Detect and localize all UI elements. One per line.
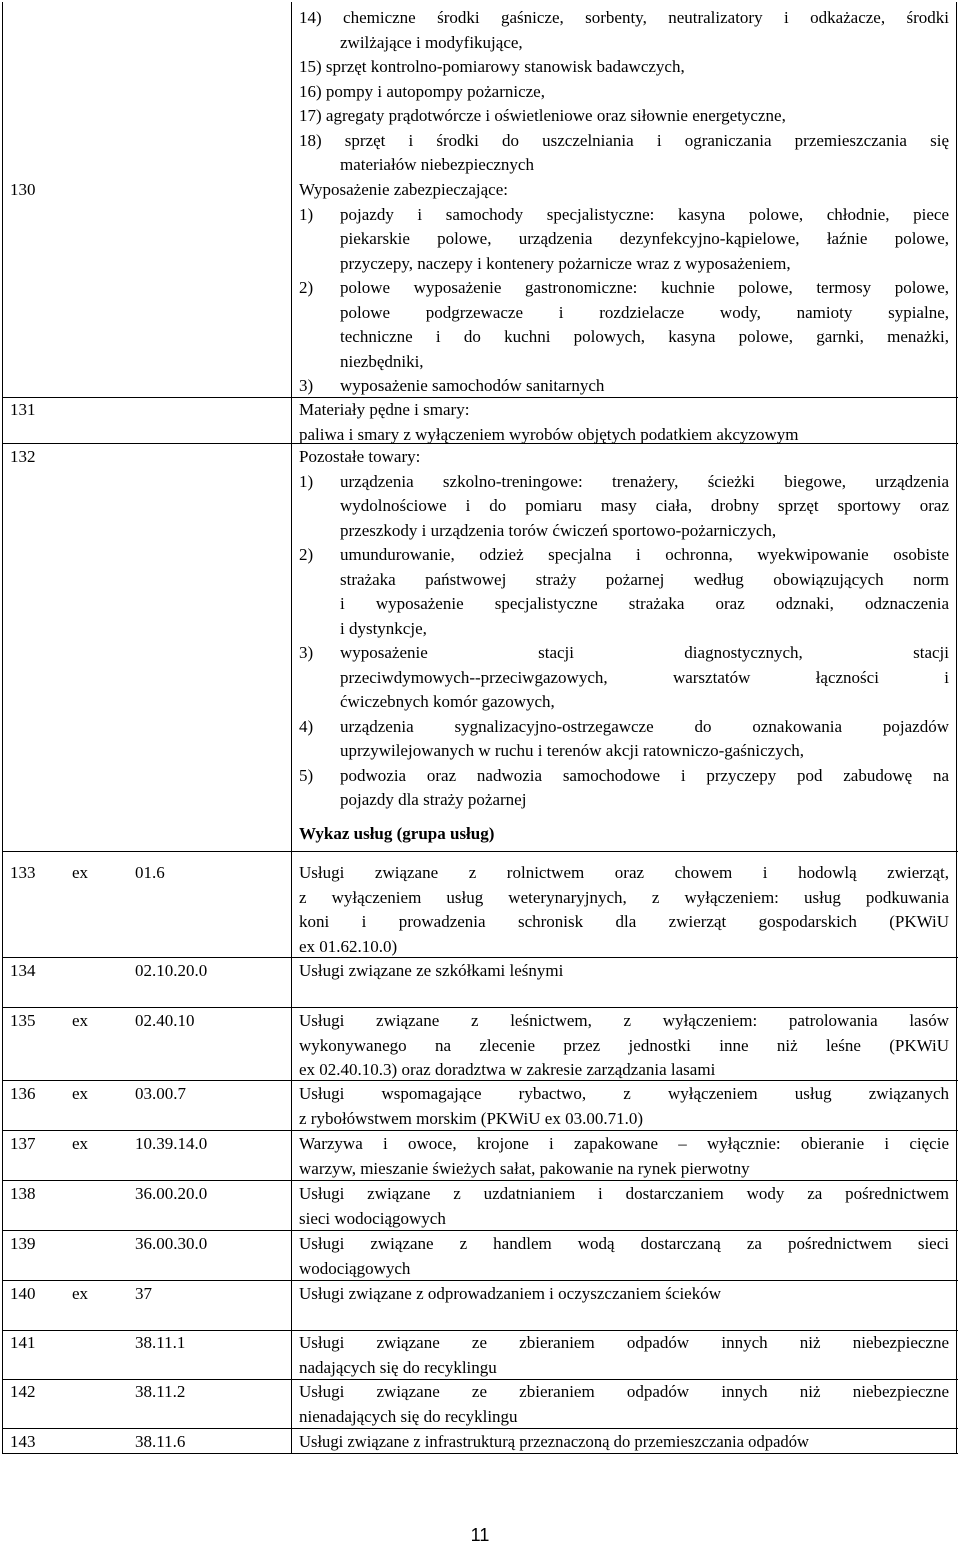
pkwiu-code: 10.39.14.0 — [135, 1134, 208, 1153]
description-line: nienadających się do recyklingu — [299, 1406, 518, 1426]
service-description — [299, 1430, 949, 1455]
list-item — [299, 543, 949, 641]
list-item-14-cont: zwilżające i modyfikujące, — [340, 32, 523, 52]
list-item — [299, 203, 949, 277]
row-description — [299, 178, 949, 399]
service-description — [299, 1009, 949, 1083]
list-item-line: wyposażenie stacji diagnostycznych, stacji — [340, 643, 949, 662]
group-title: Wyposażenie zabezpieczające: — [299, 180, 508, 199]
service-description — [299, 861, 949, 959]
row-description — [299, 445, 949, 813]
list-item — [299, 641, 949, 715]
list-item — [299, 715, 949, 764]
list-item — [299, 374, 949, 399]
list-item-line: uprzywilejowanych w ruchu i terenów akcji ratowniczo-gaśniczych, — [340, 741, 805, 760]
row-number: 135 — [10, 1011, 36, 1030]
service-description — [299, 1082, 949, 1131]
description-line: ex 01.62.10.0) — [299, 936, 398, 956]
group-line: paliwa i smary z wyłączeniem wyrobów objętych podatkiem akcyzowym — [299, 424, 799, 444]
list-item-line: techniczne i do kuchni polowych, kasyna polowe, garnki, menażki, — [340, 327, 949, 346]
row-number: 143 — [10, 1432, 36, 1451]
pkwiu-code: 38.11.6 — [135, 1432, 186, 1451]
description-line: Usługi związane ze zbieraniem odpadów innych niż niebezpieczne — [299, 1333, 949, 1352]
list-item-number: 3) — [299, 376, 314, 395]
row-number: 137 — [10, 1134, 36, 1153]
list-item-14: 14) chemiczne środki gaśnicze, sorbenty, neutralizatory i odkażacze, środki — [299, 8, 949, 27]
description-line: Warzywa i owoce, krojone i zapakowane – wyłącznie: obieranie i cięcie — [299, 1134, 949, 1153]
list-item-line: i wyposażenie specjalistyczne strażaka oraz odznaki, odznaczenia — [340, 594, 949, 613]
group-title: Materiały pędne i smary: — [299, 400, 470, 419]
ex-marker: ex — [72, 863, 89, 882]
list-item-line: urządzenia sygnalizacyjno-ostrzegawcze do oznakowania pojazdów — [340, 716, 949, 736]
service-description — [299, 1232, 949, 1281]
row-number: 131 — [10, 400, 36, 419]
pkwiu-code: 02.40.10 — [135, 1011, 195, 1030]
description-line: Usługi związane z uzdatnianiem i dostarczaniem wody za pośrednictwem — [299, 1184, 949, 1203]
pkwiu-code: 02.10.20.0 — [135, 961, 208, 980]
description-line: warzyw, mieszanie świeżych sałat, pakowanie na rynek pierwotny — [299, 1158, 750, 1178]
list-item-line: przeciwdymowych--przeciwgazowych, warsztatów łączności i — [340, 667, 949, 687]
description-line: nadających się do recyklingu — [299, 1357, 497, 1377]
list-continuation — [299, 6, 949, 178]
row-number: 134 — [10, 961, 36, 980]
list-item-line: przeszkody i urządzenia torów ćwiczeń sportowo-pożarniczych, — [340, 520, 777, 540]
list-item-17: 17) agregaty prądotwórcze i oświetleniowe oraz siłownie energetyczne, — [299, 106, 786, 125]
list-item-line: urządzenia szkolno-treningowe: trenażery, ścieżki biegowe, urządzenia — [340, 471, 949, 491]
service-description — [299, 1282, 949, 1307]
list-item-line: podwozia oraz nadwozia samochodowe i przyczepy pod zabudowę na — [340, 765, 949, 785]
list-item-number: 1) — [299, 471, 314, 491]
description-line: Usługi związane ze szkółkami leśnymi — [299, 961, 564, 980]
row-number: 133 — [10, 863, 36, 882]
list-item-number: 2) — [299, 278, 314, 297]
description-line: Usługi związane z odprowadzaniem i oczyszczaniem ścieków — [299, 1284, 721, 1303]
service-description — [299, 1380, 949, 1429]
list-item-18: 18) sprzęt i środki do uszczelniania i ograniczania przemieszczania się — [299, 130, 949, 150]
description-line: Usługi związane z rolnictwem oraz chowem i hodowlą zwierząt, — [299, 863, 949, 882]
service-description — [299, 959, 949, 984]
group-title: Pozostałe towary: — [299, 447, 421, 466]
ex-marker: ex — [72, 1084, 89, 1103]
list-item — [299, 764, 949, 813]
list-item-line: i dystynkcje, — [340, 618, 427, 638]
pkwiu-code: 36.00.20.0 — [135, 1184, 208, 1203]
row-number: 140 — [10, 1284, 36, 1303]
description-line: Usługi związane z infrastrukturą przeznaczoną do przemieszczania odpadów — [299, 1432, 810, 1451]
list-item-number: 1) — [299, 204, 314, 224]
list-item-line: pojazdy i samochody specjalistyczne: kasyna polowe, chłodnie, piece — [340, 204, 949, 224]
description-line: z wyłączeniem usług weterynaryjnych, z wyłączeniem: usług podkuwania — [299, 887, 949, 907]
page-number: 11 — [470, 1525, 490, 1545]
list-item-18-cont: materiałów niebezpiecznych — [340, 155, 534, 174]
list-item-line: polowe podgrzewacze i rozdzielacze wody, namioty sypialne, — [340, 302, 949, 322]
description-line: Usługi związane z leśnictwem, z wyłączeniem: patrolowania lasów — [299, 1011, 949, 1030]
list-item-line: ćwiczebnych komór gazowych, — [340, 692, 555, 711]
service-description — [299, 1182, 949, 1231]
list-item — [299, 470, 949, 544]
list-item-line: umundurowanie, odzież specjalna i ochronna, wyekwipowanie osobiste — [340, 545, 949, 564]
ex-marker: ex — [72, 1284, 89, 1303]
row-description — [299, 398, 949, 447]
description-line: wykonywanego na zlecenie przez jednostki inne niż leśne (PKWiU — [299, 1035, 949, 1055]
description-line: wodociągowych — [299, 1258, 411, 1278]
ex-marker: ex — [72, 1134, 89, 1153]
row-divider — [2, 1007, 958, 1008]
list-item-line: wyposażenie samochodów sanitarnych — [340, 376, 605, 395]
table-border-left — [2, 2, 3, 1453]
row-number: 130 — [10, 180, 36, 199]
row-number: 141 — [10, 1333, 36, 1352]
list-item-16: 16) pompy i autopompy pożarnicze, — [299, 81, 545, 101]
list-item-line: strażaka państwowej straży pożarnej według obowiązujących norm — [340, 569, 949, 589]
pkwiu-code: 38.11.2 — [135, 1382, 186, 1401]
row-number: 138 — [10, 1184, 36, 1203]
list-item-line: polowe wyposażenie gastronomiczne: kuchnie polowe, termosy polowe, — [340, 278, 949, 297]
list-item-line: niezbędniki, — [340, 351, 424, 371]
description-line: Usługi związane z handlem wodą dostarczaną za pośrednictwem sieci — [299, 1234, 949, 1253]
list-item-number: 2) — [299, 545, 314, 564]
list-item-number: 4) — [299, 716, 314, 736]
pkwiu-code: 38.11.1 — [135, 1333, 186, 1352]
list-item-15: 15) sprzęt kontrolno-pomiarowy stanowisk badawczych, — [299, 57, 685, 76]
column-divider — [291, 2, 292, 1453]
row-number: 136 — [10, 1084, 36, 1103]
list-item-line: pojazdy dla straży pożarnej — [340, 790, 527, 809]
description-line: koni i prowadzenia schronisk dla zwierząt gospodarskich (PKWiU — [299, 912, 949, 931]
pkwiu-code: 01.6 — [135, 863, 165, 882]
list-item-line: przyczepy, naczepy i kontenery pożarnicze wraz z wyposażeniem, — [340, 253, 791, 273]
list-item-line: piekarskie polowe, urządzenia dezynfekcyjno-kąpielowe, łaźnie polowe, — [340, 229, 949, 248]
list-item-line: wydolnościowe i do pomiaru masy ciała, drobny sprzęt sportowy oraz — [340, 496, 949, 515]
service-description — [299, 1132, 949, 1181]
description-line: Usługi wspomagające rybactwo, z wyłączeniem usług związanych — [299, 1084, 949, 1103]
pkwiu-code: 37 — [135, 1284, 152, 1303]
list-item-number: 5) — [299, 765, 314, 785]
row-divider — [2, 851, 958, 852]
description-line: Usługi związane ze zbieraniem odpadów innych niż niebezpieczne — [299, 1382, 949, 1401]
description-line: ex 02.40.10.3) oraz doradztwa w zakresie zarządzania lasami — [299, 1060, 716, 1079]
list-item — [299, 276, 949, 374]
service-description — [299, 1331, 949, 1380]
pkwiu-code: 03.00.7 — [135, 1084, 186, 1103]
row-number: 132 — [10, 447, 36, 466]
row-number: 142 — [10, 1382, 36, 1401]
row-number: 139 — [10, 1234, 36, 1253]
list-item-number: 3) — [299, 643, 314, 662]
description-line: z rybołówstwem morskim (PKWiU ex 03.00.71.0) — [299, 1108, 644, 1128]
services-heading: Wykaz usług (grupa usług) — [299, 824, 495, 843]
ex-marker: ex — [72, 1011, 89, 1030]
table-border-right — [956, 2, 957, 1453]
description-line: sieci wodociągowych — [299, 1208, 446, 1228]
pkwiu-code: 36.00.30.0 — [135, 1234, 208, 1253]
